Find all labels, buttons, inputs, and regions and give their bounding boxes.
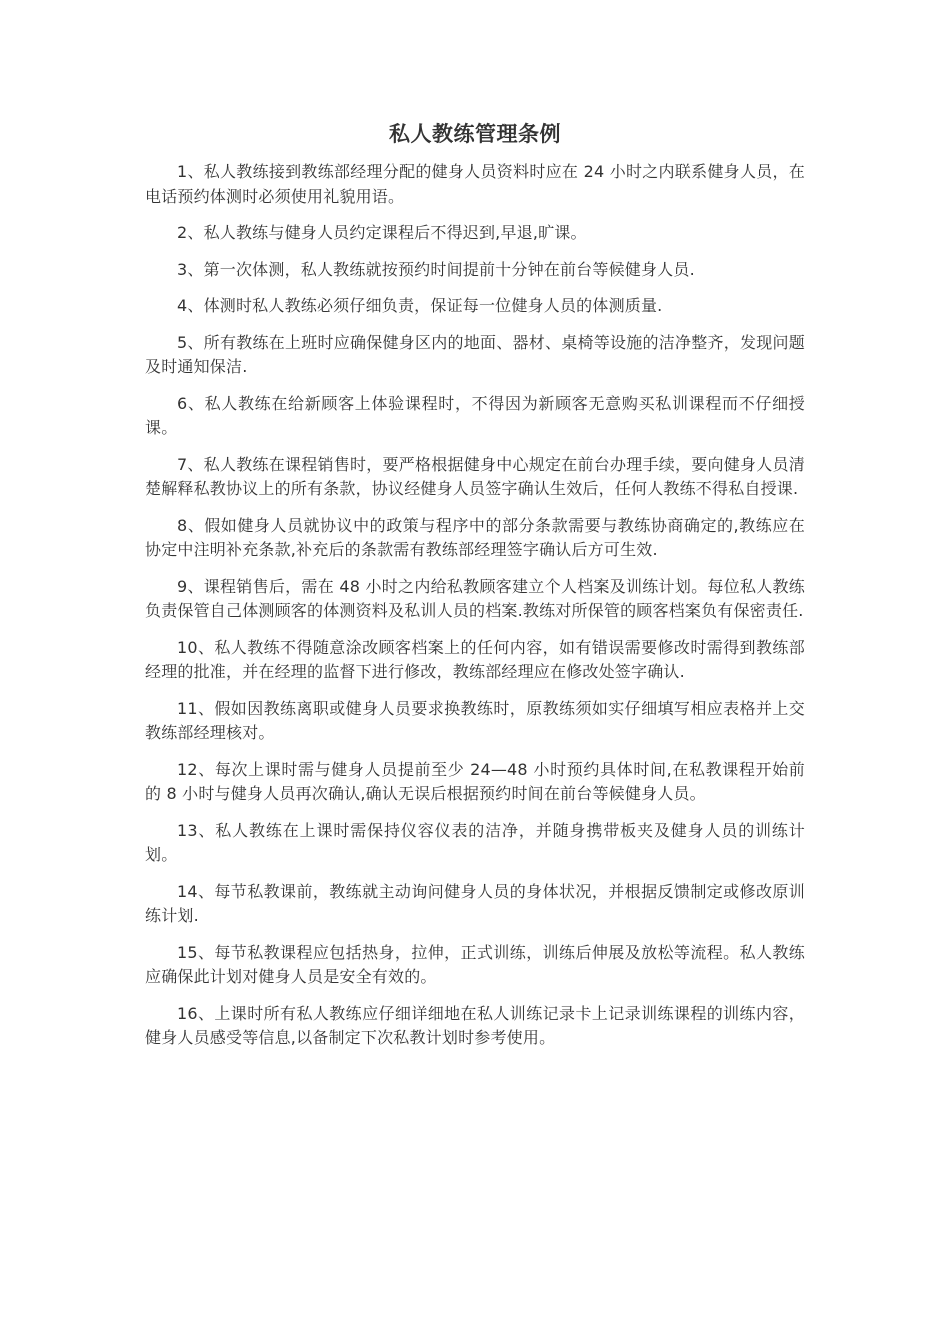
clause-15: 15、每节私教课程应包括热身，拉伸，正式训练，训练后伸展及放松等流程。私人教练应确保此计划对健身人员是安全有效的。 (145, 942, 805, 986)
clause-5: 5、所有教练在上班时应确保健身区内的地面、器材、桌椅等设施的洁净整齐，发现问题及时通知保洁. (145, 332, 805, 376)
clause-12: 12、每次上课时需与健身人员提前至少 24—48 小时预约具体时间,在私教课程开始前的 8 小时与健身人员再次确认,确认无误后根据预约时间在前台等候健身人员。 (145, 759, 805, 803)
clause-16: 16、上课时所有私人教练应仔细详细地在私人训练记录卡上记录训练课程的训练内容，健身人员感受等信息,以备制定下次私教计划时参考使用。 (145, 1003, 805, 1047)
document-page (145, 118, 805, 1063)
clause-2: 2、私人教练与健身人员约定课程后不得迟到,早退,旷课。 (177, 223, 587, 242)
clause-7: 7、私人教练在课程销售时，要严格根据健身中心规定在前台办理手续，要向健身人员清楚解释私教协议上的所有条款，协议经健身人员签字确认生效后，任何人教练不得私自授课. (145, 454, 805, 498)
document-title: 私人教练管理条例 (389, 122, 561, 146)
clause-14: 14、每节私教课前，教练就主动询问健身人员的身体状况，并根据反馈制定或修改原训练计划. (145, 881, 805, 925)
clause-3: 3、第一次体测，私人教练就按预约时间提前十分钟在前台等候健身人员. (177, 259, 695, 279)
clause-4: 4、体测时私人教练必须仔细负责，保证每一位健身人员的体测质量. (177, 296, 663, 315)
clause-11: 11、假如因教练离职或健身人员要求换教练时，原教练须如实仔细填写相应表格并上交教练部经理核对。 (145, 698, 805, 742)
clause-8: 8、假如健身人员就协议中的政策与程序中的部分条款需要与教练协商确定的,教练应在协定中注明补充条款,补充后的条款需有教练部经理签字确认后方可生效. (145, 515, 805, 559)
clause-6: 6、私人教练在给新顾客上体验课程时，不得因为新顾客无意购买私训课程而不仔细授课。 (145, 393, 805, 437)
clause-10: 10、私人教练不得随意涂改顾客档案上的任何内容，如有错误需要修改时需得到教练部经理的批准，并在经理的监督下进行修改，教练部经理应在修改处签字确认. (145, 637, 805, 681)
clause-1: 1、私人教练接到教练部经理分配的健身人员资料时应在 24 小时之内联系健身人员，在电话预约体测时必须使用礼貌用语。 (145, 162, 805, 206)
clause-13: 13、私人教练在上课时需保持仪容仪表的洁净，并随身携带板夹及健身人员的训练计划。 (145, 820, 805, 864)
clause-9: 9、课程销售后，需在 48 小时之内给私教顾客建立个人档案及训练计划。每位私人教练负责保管自己体测顾客的体测资料及私训人员的档案.教练对所保管的顾客档案负有保密责任. (145, 576, 805, 620)
